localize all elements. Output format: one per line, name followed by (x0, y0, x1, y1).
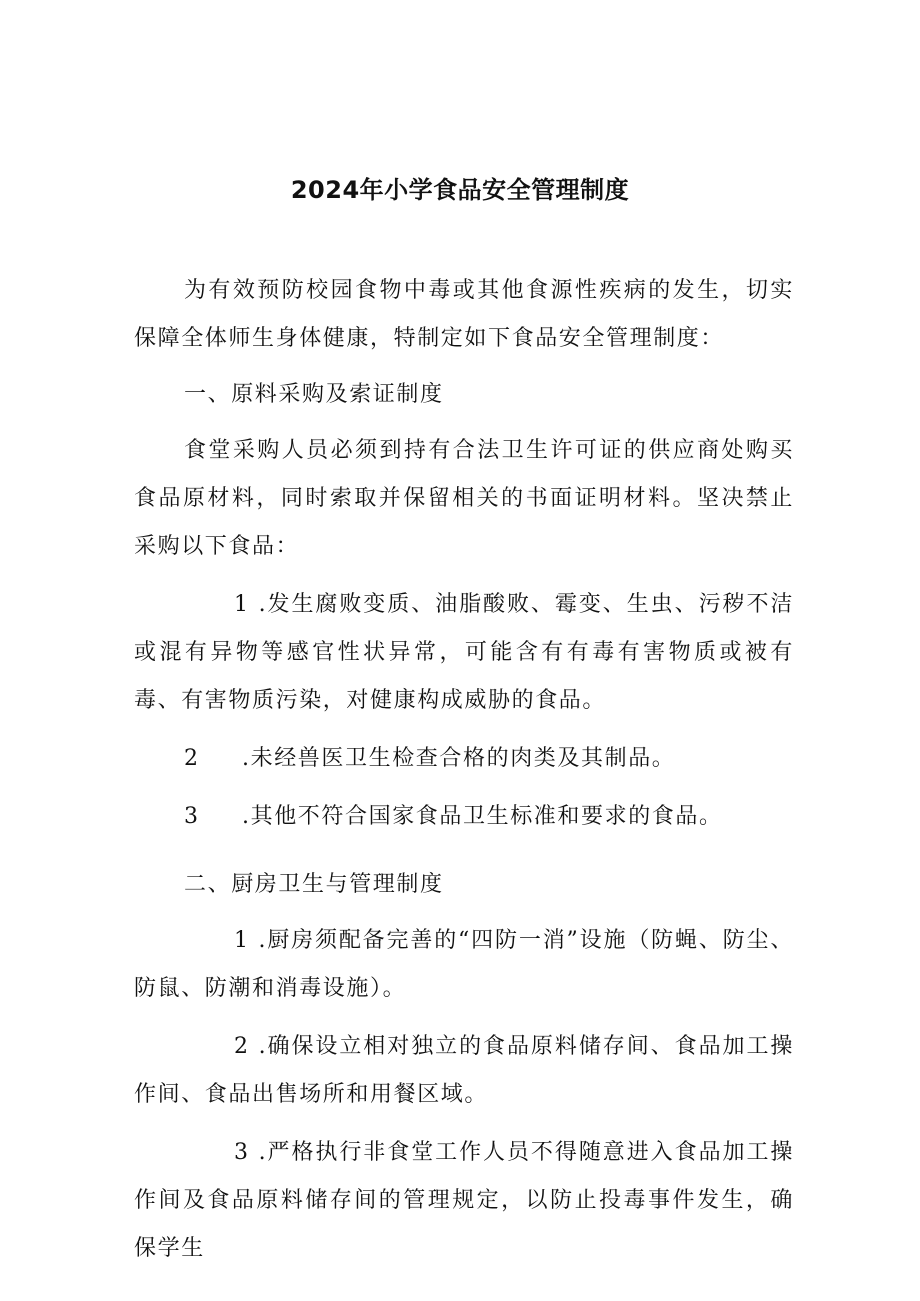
item-number: 2 (184, 746, 200, 771)
item-number: 3 (234, 1140, 250, 1165)
section2-item-2 (134, 1023, 794, 1119)
section1-heading: 一、原料采购及索证制度 (184, 382, 444, 407)
item-text: .厨房须配备完善的“四防一消”设施（防蝇、防尘、防鼠、防潮和消毒设施）。 (134, 928, 795, 1001)
item-text: .严格执行非食堂工作人员不得随意进入食品加工操作间及食品原料储存间的管理规定，以防止投毒事件发生，确保学生 (134, 1140, 795, 1261)
item-text: .未经兽医卫生检查合格的肉类及其制品。 (242, 746, 676, 771)
item-number: 2 (234, 1034, 250, 1059)
document-body (134, 267, 794, 1273)
section1-item-2 (134, 735, 794, 783)
section2-heading: 二、厨房卫生与管理制度 (184, 872, 444, 897)
section1-item-3 (134, 793, 794, 841)
item-text: .其他不符合国家食品卫生标准和要求的食品。 (242, 804, 723, 829)
item-text: .确保设立相对独立的食品原料储存间、食品加工操作间、食品出售场所和用餐区域。 (134, 1034, 795, 1107)
intro-paragraph: 为有效预防校园食物中毒或其他食源性疾病的发生，切实保障全体师生身体健康，特制定如下食品安全管理制度： (134, 278, 794, 351)
section2-item-3 (134, 1129, 794, 1273)
item-number: 1 (234, 592, 250, 617)
section1-body: 食堂采购人员必须到持有合法卫生许可证的供应商处购买食品原材料，同时索取并保留相关的书面证明材料。坚决禁止采购以下食品： (134, 438, 794, 559)
item-number: 1 (234, 928, 250, 953)
document-title: 2024年小学食品安全管理制度 (290, 176, 630, 204)
item-number: 3 (184, 804, 200, 829)
item-text: .发生腐败变质、油脂酸败、霉变、生虫、污秽不洁或混有异物等感官性状异常，可能含有有毒有害物质或被有毒、有害物质污染，对健康构成威胁的食品。 (134, 592, 795, 713)
section2-item-1 (134, 917, 794, 1013)
section1-item-1 (134, 581, 794, 725)
